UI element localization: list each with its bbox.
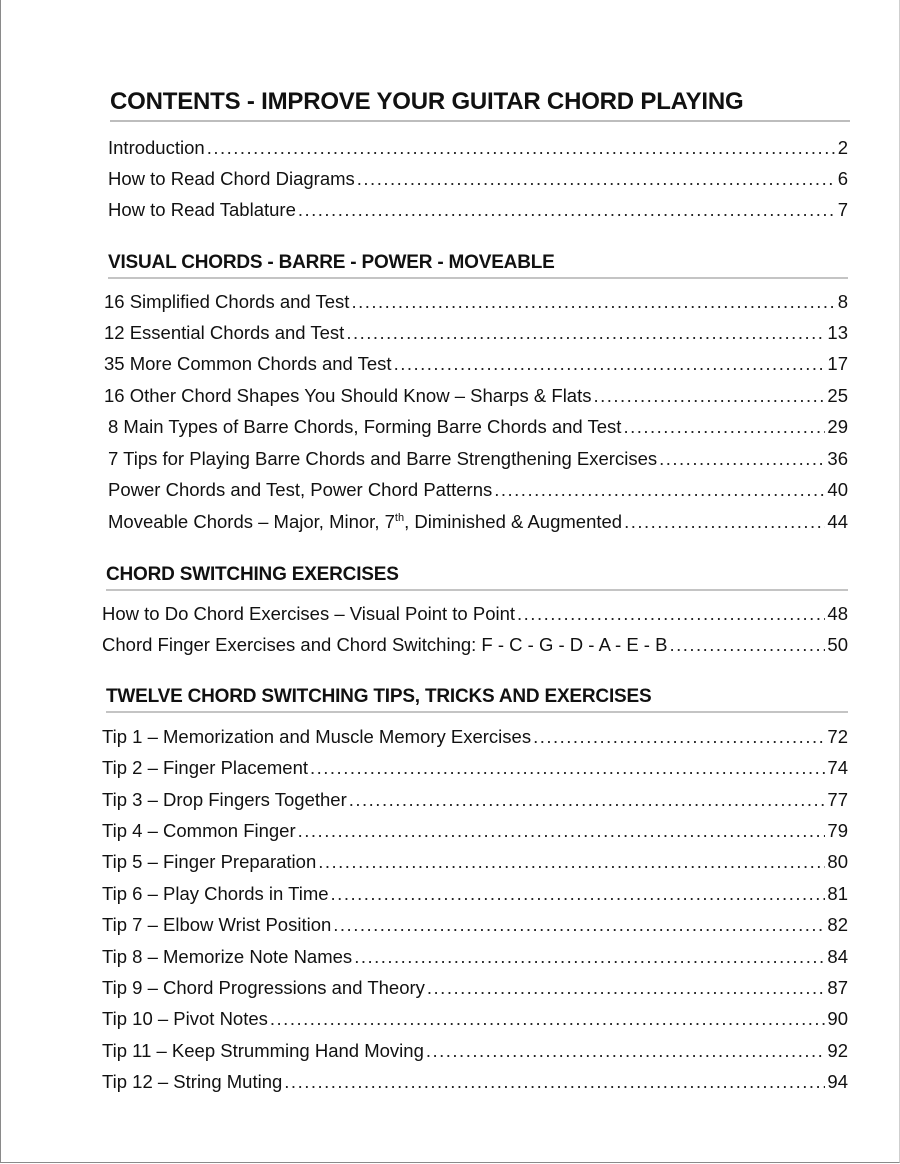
toc-entry[interactable] [108,511,848,537]
toc-entry-title-part: Moveable Chords – Major, Minor, 7 [108,511,395,532]
toc-entry-title: How to Read Chord Diagrams [108,168,355,189]
dot-leader [284,1071,825,1093]
toc-entry[interactable] [102,726,848,752]
dot-leader [394,353,826,375]
toc-entry-title: 8 Main Types of Barre Chords, Forming Barre Chords and Test [108,416,622,437]
toc-entry-title: Tip 12 – String Muting [102,1071,283,1092]
toc-entry-title: How to Do Chord Exercises – Visual Point to Point [102,603,516,624]
toc-entry-title: Tip 10 – Pivot Notes [102,1008,268,1029]
toc-entry-page: 90 [827,1008,848,1029]
toc-entry[interactable] [102,914,848,940]
dot-leader [659,448,825,470]
dot-leader [298,199,836,221]
toc-entry-page: 77 [827,789,848,810]
toc-entry[interactable] [102,603,848,629]
toc-entry[interactable] [108,416,848,442]
toc-entry-title [108,511,622,533]
toc-entry-page: 50 [827,634,848,655]
toc-entry-page: 81 [827,883,848,904]
toc-entry[interactable] [108,199,848,225]
toc-entry[interactable] [102,977,848,1003]
toc-entry[interactable] [102,789,848,815]
toc-entry-page: 94 [827,1071,848,1092]
dot-leader [354,946,825,968]
toc-entry-page: 13 [827,322,848,343]
toc-entry-page: 44 [827,511,848,532]
dot-leader [270,1008,826,1030]
toc-entry-title: 16 Simplified Chords and Test [104,291,350,312]
toc-entry-page: 48 [827,603,848,624]
page-title: CONTENTS - IMPROVE YOUR GUITAR CHORD PLAYING [110,88,850,122]
dot-leader [623,416,825,438]
dot-leader [593,385,825,407]
toc-entry-page: 7 [837,199,848,220]
toc-entry[interactable] [102,757,848,783]
toc-entry[interactable] [104,353,848,379]
toc-entry-title: Chord Finger Exercises and Chord Switching: F - C - G - D - A - E - B [102,634,668,655]
toc-entry-page: 6 [837,168,848,189]
dot-leader [349,789,826,811]
toc-entry-title: Tip 4 – Common Finger [102,820,296,841]
toc-entry-title: Tip 6 – Play Chords in Time [102,883,329,904]
toc-entry-page: 29 [827,416,848,437]
toc-entry-title: Tip 7 – Elbow Wrist Position [102,914,332,935]
toc-entry[interactable] [102,1008,848,1034]
dot-leader [494,479,825,501]
toc-entry-title: Power Chords and Test, Power Chord Patterns [108,479,493,500]
toc-entry[interactable] [102,820,848,846]
section-heading: VISUAL CHORDS - BARRE - POWER - MOVEABLE [108,252,848,279]
toc-entry[interactable] [102,851,848,877]
dot-leader [624,511,825,533]
toc-entry[interactable] [102,1071,848,1097]
dot-leader [310,757,825,779]
ordinal-superscript: th [394,511,405,524]
toc-entry[interactable] [108,448,848,474]
toc-entry-page: 8 [837,291,848,312]
toc-entry-title: Tip 5 – Finger Preparation [102,851,317,872]
toc-entry-page: 74 [827,757,848,778]
toc-entry[interactable] [102,946,848,972]
toc-entry-title: 12 Essential Chords and Test [104,322,345,343]
toc-entry-title: How to Read Tablature [108,199,296,220]
toc-entry[interactable] [104,385,848,411]
toc-entry[interactable] [102,1040,848,1066]
dot-leader [346,322,825,344]
dot-leader [427,977,826,999]
toc-entry[interactable] [104,291,848,317]
dot-leader [517,603,825,625]
toc-entry-page: 84 [827,946,848,967]
dot-leader [331,883,826,905]
toc-entry-page: 72 [827,726,848,747]
toc-entry-title: 16 Other Chord Shapes You Should Know – Sharps & Flats [104,385,592,406]
toc-entry-page: 82 [827,914,848,935]
toc-entry-page: 79 [827,820,848,841]
toc-entry[interactable] [102,634,848,660]
toc-entry-page: 17 [827,353,848,374]
section-heading: TWELVE CHORD SWITCHING TIPS, TRICKS AND EXERCISES [106,686,848,713]
dot-leader [333,914,825,936]
toc-entry[interactable] [108,479,848,505]
dot-leader [669,634,825,656]
toc-entry-title: 7 Tips for Playing Barre Chords and Barre Strengthening Exercises [108,448,658,469]
toc-entry-page: 87 [827,977,848,998]
toc-entry-page: 25 [827,385,848,406]
dot-leader [533,726,825,748]
toc-entry-page: 36 [827,448,848,469]
dot-leader [318,851,825,873]
section-heading: CHORD SWITCHING EXERCISES [106,564,848,591]
toc-entry-title: Tip 11 – Keep Strumming Hand Moving [102,1040,424,1061]
toc-entry-title: Tip 1 – Memorization and Muscle Memory Exercises [102,726,532,747]
dot-leader [351,291,835,313]
dot-leader [207,137,836,159]
toc-entry-title: Tip 2 – Finger Placement [102,757,308,778]
toc-entry-page: 2 [837,137,848,158]
toc-entry-page: 40 [827,479,848,500]
toc-entry-page: 92 [827,1040,848,1061]
toc-entry-title: Tip 3 – Drop Fingers Together [102,789,347,810]
toc-entry-title: 35 More Common Chords and Test [104,353,392,374]
toc-entry-title-part: , Diminished & Augmented [404,511,623,532]
dot-leader [298,820,826,842]
toc-entry[interactable] [102,883,848,909]
toc-entry-title: Tip 8 – Memorize Note Names [102,946,353,967]
toc-entry-title: Introduction [108,137,205,158]
toc-entry-page: 80 [827,851,848,872]
toc-entry[interactable] [108,137,848,163]
dot-leader [357,168,836,190]
dot-leader [426,1040,826,1062]
toc-entry-title: Tip 9 – Chord Progressions and Theory [102,977,425,998]
toc-entry[interactable] [104,322,848,348]
toc-entry[interactable] [108,168,848,194]
